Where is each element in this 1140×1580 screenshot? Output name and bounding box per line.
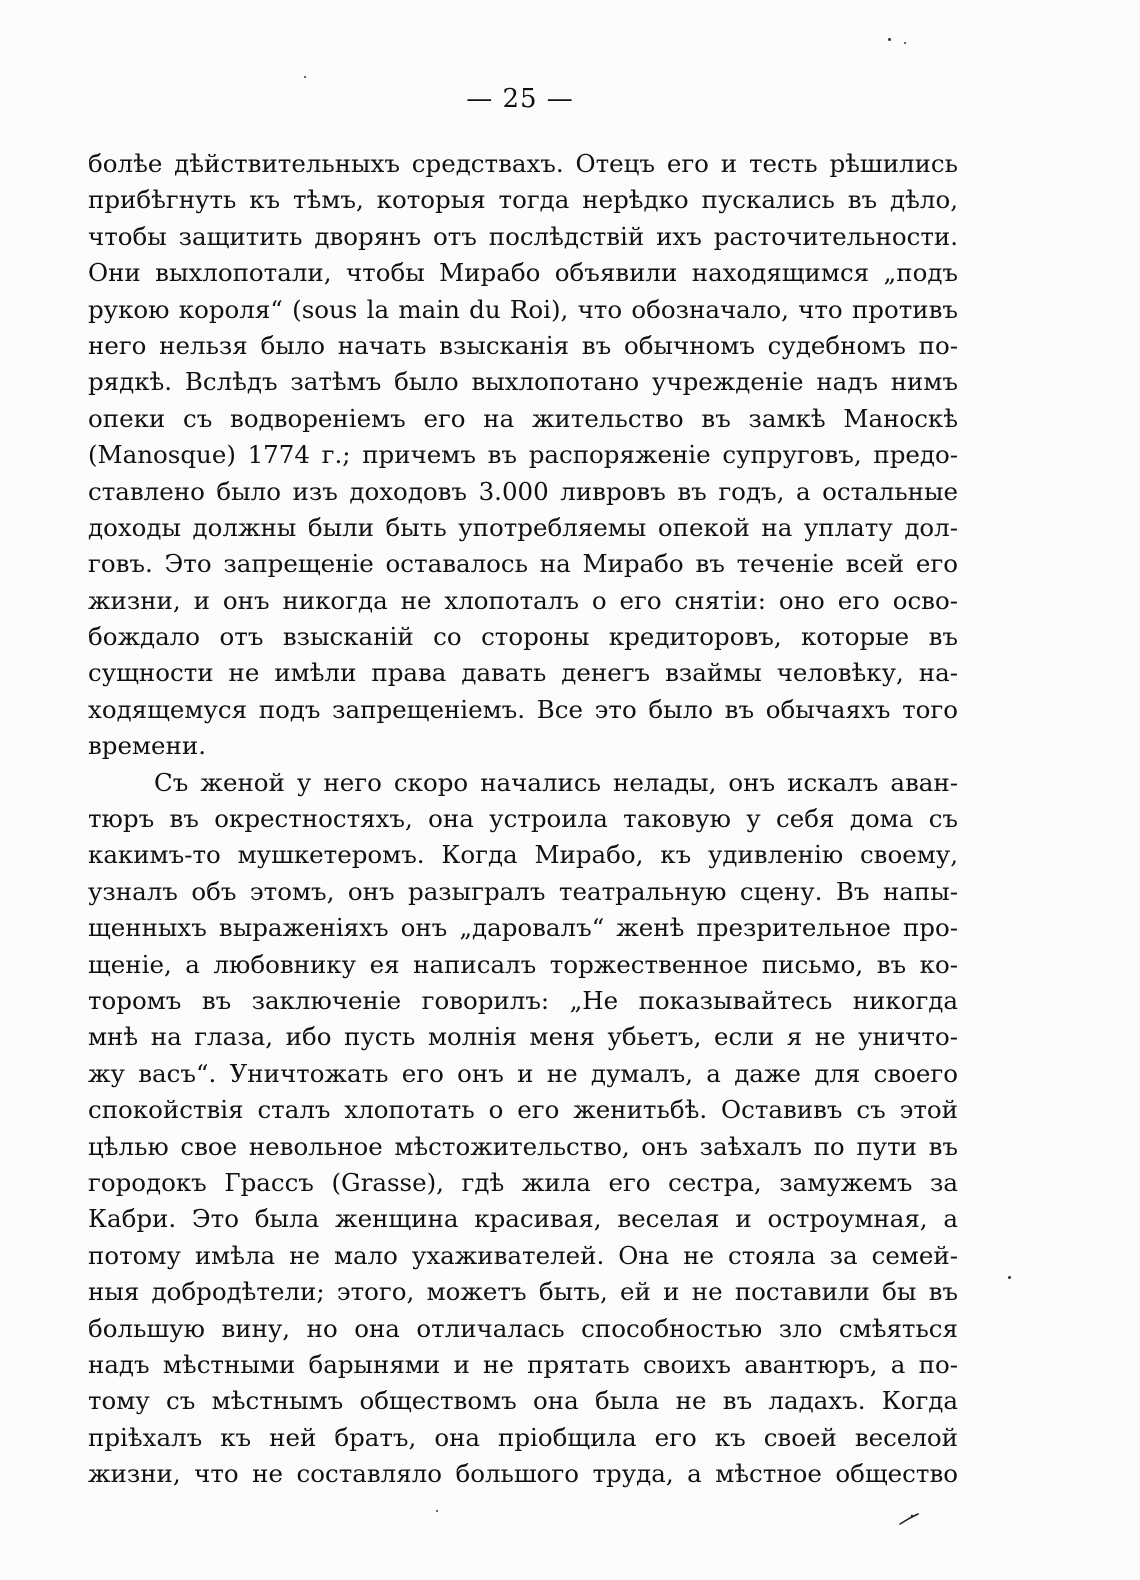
page-number: — 25 —	[466, 84, 574, 114]
text-line: мнѣ на глаза, ибо пусть молнія меня убьетъ, если я не уничто-	[88, 1022, 958, 1052]
text-line: рядкѣ. Вслѣдъ затѣмъ было выхлопотано учрежденіе надъ нимъ	[88, 367, 958, 397]
text-line: жизни, и онъ никогда не хлопоталъ о его снятіи: оно его осво-	[88, 585, 958, 615]
text-line: торомъ въ заключеніе говорилъ: „Не показывайтесь никогда	[88, 985, 958, 1015]
text-line: болѣе дѣйствительныхъ средствахъ. Отецъ его и тесть рѣшились	[88, 149, 958, 178]
text-line: цѣлью свое невольное мѣстожительство, онъ заѣхалъ по пути въ	[88, 1131, 958, 1161]
text-line: (Manosque) 1774 г.; причемъ въ распоряженіе супруговъ, предо-	[88, 440, 958, 470]
text-line: щенныхъ выраженіяхъ онъ „даровалъ“ женѣ презрительное про-	[88, 913, 958, 943]
text-line: какимъ-то мушкетеромъ. Когда Мирабо, къ удивленію своему,	[88, 840, 958, 870]
text-line: прибѣгнуть къ тѣмъ, которыя тогда нерѣдко пускались въ дѣло,	[88, 185, 958, 215]
text-line: чтобы защитить дворянъ отъ послѣдствій ихъ расточительности.	[88, 221, 958, 251]
paragraph	[88, 765, 958, 1493]
text-line: Они выхлопотали, чтобы Мирабо объявили находящимся „подъ	[88, 258, 958, 288]
text-line: пріѣхалъ къ ней братъ, она пріобщила его къ своей веселой	[88, 1422, 958, 1452]
text-line: жизни, что не составляло большого труда, а мѣстное общество	[88, 1459, 958, 1489]
text-line: тюръ въ окрестностяхъ, она устроила таковую у себя дома съ	[88, 804, 958, 834]
paragraph	[88, 146, 958, 765]
text-line: сущности не имѣли права давать денегъ взаймы человѣку, на-	[88, 658, 958, 688]
text-line: ставлено было изъ доходовъ 3.000 ливровъ въ годъ, а остальные	[88, 476, 958, 506]
scan-speck	[1008, 1276, 1011, 1279]
text-line: тому съ мѣстнымъ обществомъ она была не въ ладахъ. Когда	[88, 1386, 958, 1416]
text-line: опеки съ водвореніемъ его на жительство въ замкѣ Маноскѣ	[88, 403, 958, 433]
text-line: ходящемуся подъ запрещеніемъ. Все это было въ обычаяхъ того	[88, 694, 958, 724]
scan-speck	[904, 42, 906, 44]
text-line: Кабри. Это была женщина красивая, веселая и остроумная, а	[88, 1204, 958, 1234]
scan-speck	[436, 1510, 438, 1512]
text-line: Съ женой у него скоро начались нелады, онъ искалъ аван-	[154, 767, 958, 797]
text-line: рукою короля“ (sous la main du Roi), что обозначало, что противъ	[88, 294, 958, 324]
ink-mark	[898, 1512, 920, 1526]
text-line: узналъ объ этомъ, онъ разыгралъ театральную сцену. Въ напы-	[88, 876, 958, 906]
body-text	[88, 146, 958, 1492]
text-line: бождало отъ взысканій со стороны кредиторовъ, которые въ	[88, 622, 958, 652]
text-line: жу васъ“. Уничтожать его онъ и не думалъ, а даже для своего	[88, 1058, 958, 1088]
text-line: потому имѣла не мало ухаживателей. Она не стояла за семей-	[88, 1240, 958, 1270]
text-line: говъ. Это запрещеніе оставалось на Мирабо въ теченіе всей его	[88, 549, 958, 579]
text-line: спокойствія сталъ хлопотать о его женитьбѣ. Оставивъ съ этой	[88, 1095, 958, 1125]
text-line: ныя добродѣтели; этого, можетъ быть, ей и не поставили бы въ	[88, 1277, 958, 1307]
text-line: городокъ Грассъ (Grasse), гдѣ жила его сестра, замужемъ за	[88, 1167, 958, 1197]
text-line: большую вину, но она отличалась способностью зло смѣяться	[88, 1313, 958, 1343]
text-line: надъ мѣстными барынями и не прятать своихъ авантюръ, а по-	[88, 1349, 958, 1379]
text-line: доходы должны были быть употребляемы опекой на уплату дол-	[88, 512, 958, 542]
scan-speck	[888, 38, 891, 41]
scan-speck	[304, 76, 306, 78]
text-line: щеніе, а любовнику ея написалъ торжественное письмо, въ ко-	[88, 949, 958, 979]
text-line: времени.	[88, 731, 206, 761]
text-line: него нельзя было начать взысканія въ обычномъ судебномъ по-	[88, 330, 958, 360]
